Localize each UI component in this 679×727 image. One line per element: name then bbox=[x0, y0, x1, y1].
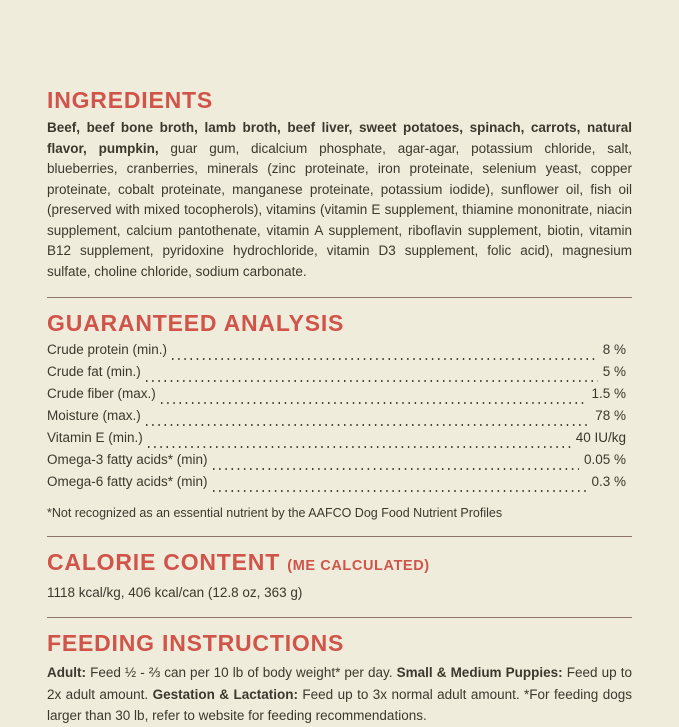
dot-leader bbox=[161, 402, 587, 408]
analysis-row-label: Omega-6 fatty acids* (min) bbox=[47, 474, 208, 489]
analysis-row-value: 5 % bbox=[602, 364, 626, 379]
analysis-row bbox=[47, 386, 632, 408]
analysis-row-value: 8 % bbox=[602, 342, 626, 357]
feeding-instruction-label: Gestation & Lactation: bbox=[152, 686, 298, 702]
analysis-row-label: Vitamin E (min.) bbox=[47, 430, 143, 445]
analysis-row-label: Omega-3 fatty acids* (min) bbox=[47, 452, 208, 467]
dot-leader bbox=[213, 468, 579, 474]
ingredients-section bbox=[47, 88, 632, 282]
divider-after-analysis bbox=[47, 536, 632, 537]
analysis-row-value: 78 % bbox=[595, 408, 626, 423]
feeding-instruction-label: Small & Medium Puppies: bbox=[396, 665, 563, 680]
divider-after-calories bbox=[47, 617, 632, 618]
ingredients-secondary-list: guar gum, dicalcium phosphate, agar-agar, potassium chloride, salt, blueberries, cranberries, minerals (zinc proteinate, iron proteinate, selenium yeast, copper proteinate, cobalt proteinate, manganese proteinate, potassium iodide), sunflower oil, fish oil (preserved with mixed tocopherols), vitamins (vitamin E supplement, thiamine mononitrate, niacin supplement, calcium pantothenate, vitamin A supplement, riboflavin supplement, biotin, vitamin B12 supplement, pyridoxine hydrochloride, vitamin D3 supplement, folic acid), magnesium sulfate, choline chloride, sodium carbonate. bbox=[47, 140, 632, 279]
feeding-instruction-label: Adult: bbox=[47, 665, 86, 680]
ingredients-primary-list: Beef, beef bone broth, lamb broth, beef liver, sweet potatoes, spinach, carrots, natural flavor, pumpkin, bbox=[47, 120, 632, 156]
calorie-content-values: 1118 kcal/kg, 406 kcal/can (12.8 oz, 363 g) bbox=[47, 585, 303, 600]
analysis-row bbox=[47, 452, 632, 474]
feeding-instruction-part bbox=[47, 665, 397, 680]
ingredients-text bbox=[47, 118, 632, 282]
guaranteed-analysis-title: GUARANTEED ANALYSIS bbox=[47, 310, 345, 336]
feeding-instructions-title: FEEDING INSTRUCTIONS bbox=[47, 630, 345, 656]
analysis-row-label: Moisture (max.) bbox=[47, 408, 141, 423]
analysis-row bbox=[47, 408, 632, 430]
dot-leader bbox=[146, 424, 590, 430]
dot-leader bbox=[148, 446, 571, 452]
analysis-row bbox=[47, 474, 632, 496]
calorie-content-section bbox=[47, 550, 632, 602]
feeding-instruction-detail: Feed up to 2x adult amount. bbox=[47, 665, 632, 702]
analysis-row-label: Crude protein (min.) bbox=[47, 342, 168, 357]
ingredients-title: INGREDIENTS bbox=[47, 87, 213, 113]
dot-leader bbox=[146, 380, 598, 386]
dot-leader bbox=[172, 358, 598, 364]
analysis-row-value: 40 IU/kg bbox=[575, 430, 626, 445]
analysis-row bbox=[47, 430, 632, 452]
feeding-instruction-detail: Feed ½ - ⅔ can per 10 lb of body weight* per day. bbox=[90, 665, 393, 680]
aafco-footnote: *Not recognized as an essential nutrient by the AAFCO Dog Food Nutrient Profiles bbox=[47, 506, 503, 520]
guaranteed-analysis-table bbox=[47, 342, 632, 496]
analysis-row-label: Crude fat (min.) bbox=[47, 364, 141, 379]
dot-leader bbox=[213, 490, 587, 496]
calorie-content-title bbox=[47, 550, 632, 578]
analysis-row-value: 1.5 % bbox=[591, 386, 626, 401]
calorie-content-title-main: CALORIE CONTENT bbox=[47, 549, 281, 575]
feeding-instruction-detail: Feed up to 3x normal adult amount. *For feeding dogs larger than 30 lb, refer to website for feeding recommendations. bbox=[47, 686, 632, 723]
calorie-content-title-suffix: (ME CALCULATED) bbox=[287, 558, 430, 574]
guaranteed-analysis-section bbox=[47, 311, 632, 521]
analysis-row-value: 0.3 % bbox=[591, 474, 626, 489]
analysis-row-value: 0.05 % bbox=[583, 452, 626, 467]
analysis-row bbox=[47, 364, 632, 386]
analysis-row bbox=[47, 342, 632, 364]
feeding-instructions-text bbox=[47, 662, 632, 727]
analysis-row-label: Crude fiber (max.) bbox=[47, 386, 156, 401]
divider-after-ingredients bbox=[47, 297, 632, 298]
